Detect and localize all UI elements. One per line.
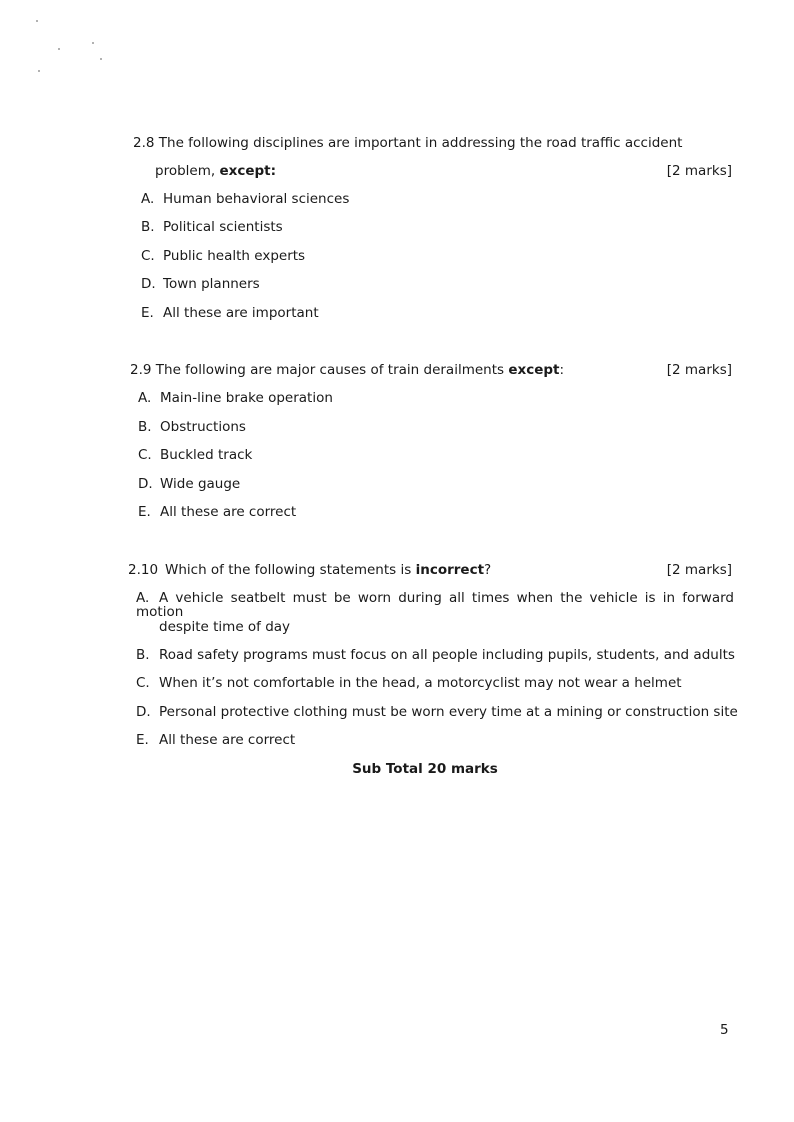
option-2-8-b — [141, 221, 283, 235]
question-2-9 — [130, 364, 564, 378]
option-text: All these are correct — [159, 732, 296, 748]
option-text: Public health experts — [163, 248, 306, 264]
option-letter: B. — [141, 219, 155, 235]
option-letter: B. — [138, 419, 152, 435]
option-2-9-e — [138, 506, 296, 520]
option-text: Personal protective clothing must be worn every time at a mining or construction site — [159, 704, 738, 720]
question-text: Which of the following statements is — [165, 562, 412, 578]
question-text: The following are major causes of train derailments — [155, 362, 505, 378]
question-number: 2.8 — [133, 135, 155, 151]
option-letter: C. — [138, 447, 152, 463]
option-letter: A. — [141, 191, 155, 207]
option-text: Political scientists — [163, 219, 283, 235]
option-letter: E. — [141, 305, 154, 321]
option-letter: D. — [141, 276, 156, 292]
question-emphasis: incorrect — [415, 562, 485, 578]
option-text: Main-line brake operation — [160, 390, 333, 406]
option-2-8-a — [141, 193, 349, 207]
option-letter: A. — [138, 390, 152, 406]
question-number: 2.9 — [130, 362, 152, 378]
option-letter: D. — [136, 704, 151, 720]
option-letter: E. — [136, 732, 149, 748]
option-2-8-e — [141, 307, 319, 321]
option-text: Buckled track — [160, 447, 253, 463]
option-text: Road safety programs must focus on all people including pupils, students, and adults — [159, 647, 735, 663]
question-2-8-line2 — [155, 165, 276, 179]
option-letter: C. — [141, 248, 155, 264]
option-letter: C. — [136, 675, 150, 691]
option-text: Obstructions — [160, 419, 246, 435]
page-number: 5 — [720, 1022, 729, 1038]
option-letter: B. — [136, 647, 150, 663]
scan-speck — [38, 70, 40, 72]
option-text: When it’s not comfortable in the head, a motorcyclist may not wear a helmet — [159, 675, 682, 691]
question-2-10 — [128, 564, 491, 578]
option-text: Town planners — [163, 276, 260, 292]
option-letter: E. — [138, 504, 151, 520]
option-2-10-a — [136, 592, 734, 619]
option-2-9-a — [138, 392, 333, 406]
option-2-10-c — [136, 677, 682, 691]
scan-speck — [92, 42, 94, 44]
option-2-10-d — [136, 706, 738, 720]
option-2-8-d — [141, 278, 260, 292]
option-letter: A. — [136, 590, 150, 606]
option-2-8-c — [141, 250, 305, 264]
question-text: The following disciplines are important in addressing the road traffic accident — [158, 135, 683, 151]
option-2-10-a-cont: despite time of day — [159, 619, 291, 635]
option-text: All these are correct — [160, 504, 297, 520]
scan-speck — [36, 20, 38, 22]
option-2-9-b — [138, 421, 246, 435]
option-text: A vehicle seatbelt must be worn during all times when the vehicle is in forward motion — [136, 590, 734, 620]
question-2-10-marks: [2 marks] — [666, 562, 732, 578]
question-number: 2.10 — [128, 562, 159, 578]
question-emphasis: except: — [219, 163, 276, 179]
option-text: All these are important — [163, 305, 319, 321]
question-tail: ? — [484, 562, 492, 578]
question-text: problem, — [155, 163, 216, 179]
question-2-8-line1 — [133, 137, 682, 151]
question-2-9-marks: [2 marks] — [666, 362, 732, 378]
question-emphasis: except — [508, 362, 560, 378]
option-2-9-d — [138, 478, 240, 492]
option-text: Wide gauge — [160, 476, 241, 492]
option-line — [136, 592, 734, 619]
question-2-8-marks: [2 marks] — [666, 163, 732, 179]
option-2-9-c — [138, 449, 252, 463]
option-text: Human behavioral sciences — [163, 191, 350, 207]
option-2-10-e — [136, 734, 295, 748]
scan-speck — [100, 58, 102, 60]
question-tail: : — [559, 362, 565, 378]
option-letter: D. — [138, 476, 153, 492]
scan-speck — [58, 48, 60, 50]
option-2-10-b — [136, 649, 735, 663]
subtotal: Sub Total 20 marks — [352, 761, 498, 777]
